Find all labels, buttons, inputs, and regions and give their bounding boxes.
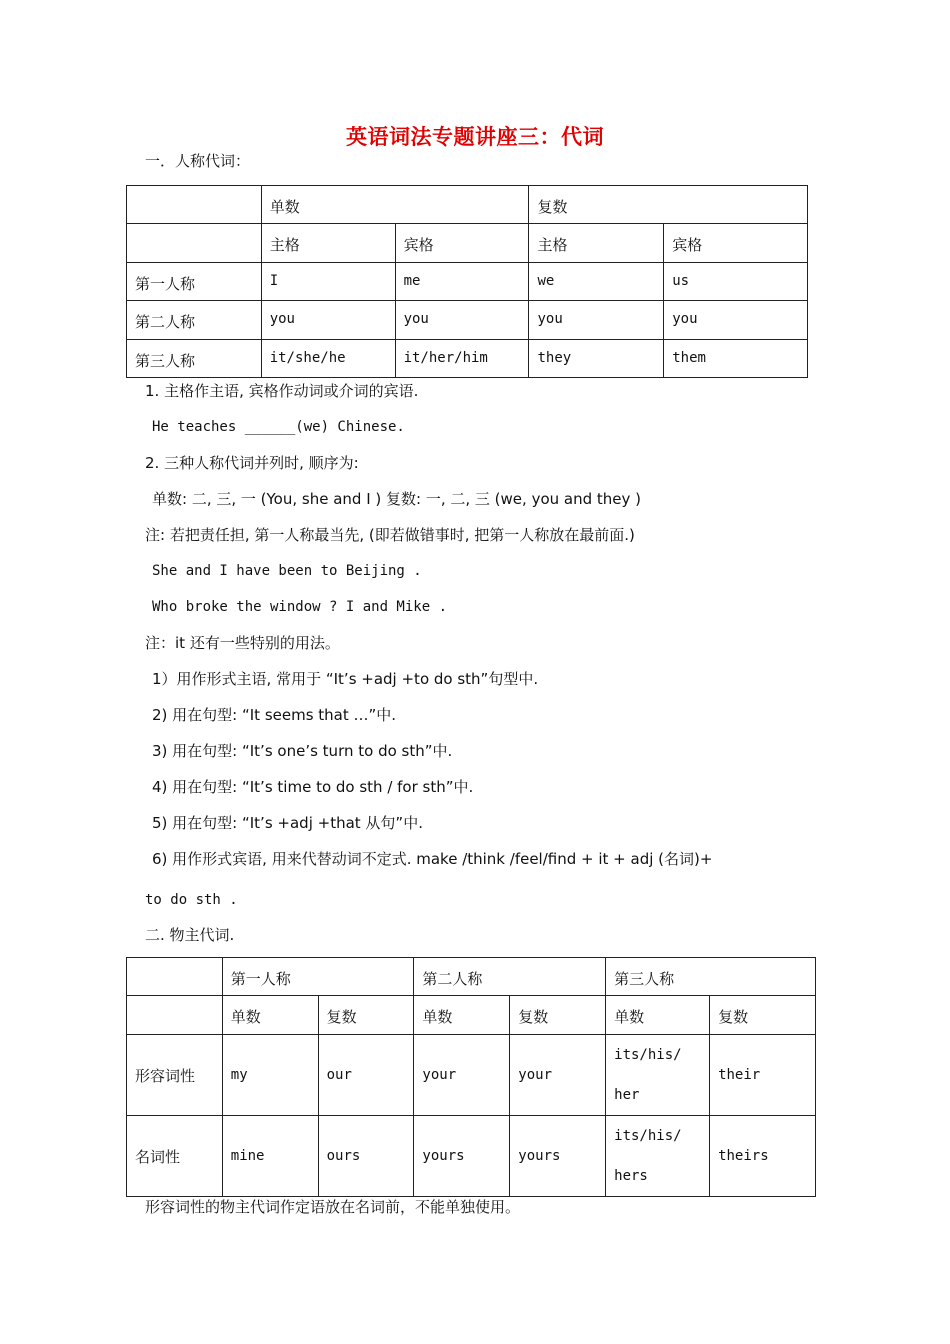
header-object: 宾格	[395, 224, 529, 263]
header-first-person: 第一人称	[222, 958, 414, 996]
header-second-person: 第二人称	[414, 958, 606, 996]
table-cell: yours	[510, 1116, 606, 1197]
table-cell: you	[529, 301, 664, 340]
table-cell	[606, 1035, 710, 1116]
table-row	[127, 340, 808, 378]
personal-pronoun-table	[126, 185, 808, 378]
header-subject: 主格	[261, 224, 395, 263]
header-plural: 复数	[318, 996, 414, 1035]
example-line: She and I have been to Beijing .	[152, 563, 422, 579]
note-line: 注：it 还有一些特别的用法。	[145, 634, 340, 652]
header-plural: 复数	[529, 186, 808, 224]
table-row	[127, 1035, 816, 1116]
table-row	[127, 301, 808, 340]
table-cell	[606, 1116, 710, 1197]
row-label-noun: 名词性	[127, 1116, 223, 1197]
table-cell-empty	[127, 224, 262, 263]
table-cell: we	[529, 263, 664, 301]
row-label-adjective: 形容词性	[127, 1035, 223, 1116]
usage-line: 2) 用在句型: “It seems that …”中.	[152, 706, 397, 724]
header-singular: 单数	[261, 186, 529, 224]
usage-line: 4) 用在句型: “It’s time to do sth / for sth”中.	[152, 778, 474, 796]
section-heading-personal-pronouns: 一．人称代词：	[145, 152, 251, 170]
table-cell: you	[395, 301, 529, 340]
usage-line: 3) 用在句型: “It’s one’s turn to do sth”中.	[152, 742, 453, 760]
table-row	[127, 1116, 816, 1197]
header-singular: 单数	[606, 996, 710, 1035]
table-cell: us	[664, 263, 808, 301]
note-line: 注: 若把责任担, 第一人称最当先, (即若做错事时, 把第一人称放在最前面.)	[145, 526, 635, 544]
example-line: He teaches ______(we) Chinese.	[152, 419, 405, 435]
header-plural: 复数	[510, 996, 606, 1035]
header-singular: 单数	[222, 996, 318, 1035]
table-cell: your	[510, 1035, 606, 1116]
header-third-person: 第三人称	[606, 958, 816, 996]
header-object: 宾格	[664, 224, 808, 263]
usage-line: 1）用作形式主语, 常用于 “It’s +adj +to do sth”句型中.	[152, 670, 539, 688]
table-cell: it/her/him	[395, 340, 529, 378]
table-cell: me	[395, 263, 529, 301]
usage-line: 6) 用作形式宾语, 用来代替动词不定式. make /think /feel/find + it + adj (名词)+	[152, 850, 713, 868]
table-cell: you	[261, 301, 395, 340]
table-cell: yours	[414, 1116, 510, 1197]
table-row	[127, 263, 808, 301]
section-heading-possessive-pronouns: 二. 物主代词.	[145, 926, 235, 944]
table-cell: them	[664, 340, 808, 378]
table-cell: their	[710, 1035, 816, 1116]
header-plural: 复数	[710, 996, 816, 1035]
cell-line: its/his/	[614, 1047, 682, 1063]
table-cell: they	[529, 340, 664, 378]
table-cell: you	[664, 301, 808, 340]
table-cell: it/she/he	[261, 340, 395, 378]
cell-line: hers	[614, 1168, 648, 1184]
rule-line: 1. 主格作主语, 宾格作动词或介词的宾语.	[145, 382, 419, 400]
footer-note: 形容词性的物主代词作定语放在名词前，不能单独使用。	[145, 1198, 521, 1216]
usage-line: 5) 用在句型: “It’s +adj +that 从句”中.	[152, 814, 423, 832]
page-title: 英语词法专题讲座三：代词	[346, 125, 604, 149]
rule-line: 单数: 二, 三, 一 (You, she and I ) 复数: 一, 二, 三 (we, you and they )	[152, 490, 642, 508]
row-label: 第一人称	[127, 263, 262, 301]
table-cell-empty	[127, 958, 223, 996]
table-cell: your	[414, 1035, 510, 1116]
rule-line: 2. 三种人称代词并列时, 顺序为:	[145, 454, 359, 472]
table-cell: my	[222, 1035, 318, 1116]
row-label: 第二人称	[127, 301, 262, 340]
row-label: 第三人称	[127, 340, 262, 378]
possessive-pronoun-table	[126, 957, 816, 1197]
usage-line: to do sth .	[145, 892, 238, 908]
table-cell: our	[318, 1035, 414, 1116]
cell-line: its/his/	[614, 1128, 682, 1144]
table-cell: ours	[318, 1116, 414, 1197]
header-subject: 主格	[529, 224, 664, 263]
table-cell: theirs	[710, 1116, 816, 1197]
table-cell-empty	[127, 186, 262, 224]
header-singular: 单数	[414, 996, 510, 1035]
table-cell: I	[261, 263, 395, 301]
example-line: Who broke the window ? I and Mike .	[152, 599, 448, 615]
cell-line: her	[614, 1087, 640, 1103]
table-cell: mine	[222, 1116, 318, 1197]
table-cell-empty	[127, 996, 223, 1035]
